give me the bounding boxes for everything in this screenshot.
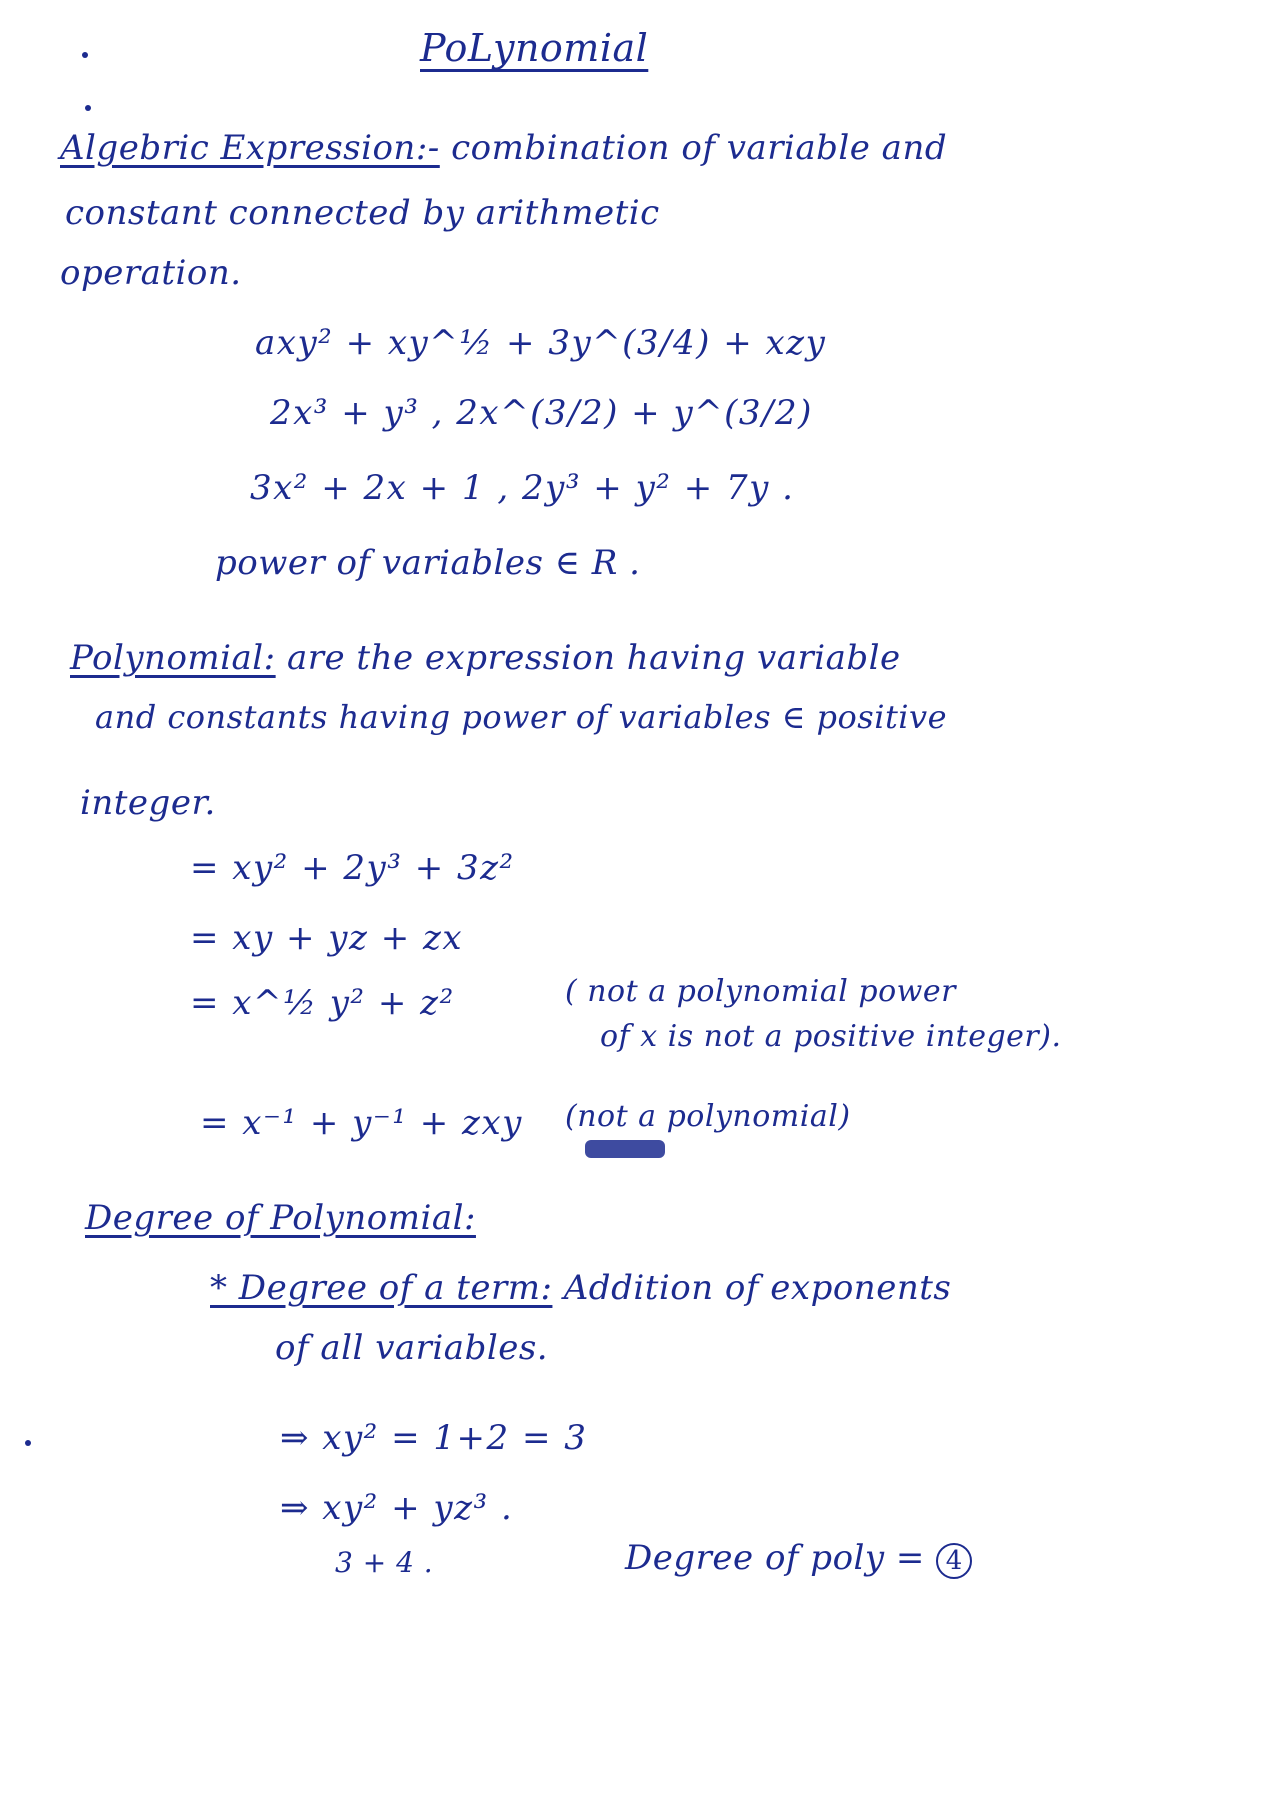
polynomial-remark-1-line-2: of x is not a positive integer). (600, 1019, 1062, 1054)
polynomial-example-2: = xy + yz + zx (190, 918, 464, 958)
algebraic-definition-line-3: operation. (60, 253, 242, 293)
polynomial-definition-line-1 (70, 640, 901, 677)
algebraic-example-2: 2x³ + y³ , 2x^(3/2) + y^(3/2) (270, 393, 813, 433)
degree-example-2: ⇒ xy² + yz³ . (280, 1488, 514, 1528)
ink-speck (82, 52, 88, 58)
polynomial-remark-2: (not a polynomial) (565, 1099, 851, 1134)
ink-speck (85, 105, 91, 111)
degree-result-value: 4 (936, 1543, 972, 1579)
degree-term-definition-2: of all variables. (275, 1328, 549, 1368)
polynomial-definition-text-1: are the expression having variable (286, 638, 901, 678)
polynomial-definition-line-2: and constants having power of variables ∈ positive (95, 698, 948, 736)
degree-result-label: Degree of poly = (625, 1538, 925, 1578)
polynomial-example-3: = x^½ y² + z² (190, 983, 455, 1023)
algebraic-expression-label: Algebric Expression:- (60, 128, 440, 168)
polynomial-example-4: = x⁻¹ + y⁻¹ + zxy (200, 1103, 523, 1143)
degree-example-1: ⇒ xy² = 1+2 = 3 (280, 1418, 588, 1458)
degree-example-2-sum: 3 + 4 . (335, 1546, 434, 1579)
degree-term-label: * Degree of a term: (210, 1268, 553, 1308)
algebraic-definition-line-2: constant connected by arithmetic (65, 193, 660, 233)
degree-term-line-1 (210, 1270, 951, 1307)
algebraic-definition-text-1: combination of variable and (451, 128, 948, 168)
algebraic-power-note: power of variables ∈ R . (215, 543, 641, 583)
ink-speck (25, 1440, 31, 1446)
degree-section-label: Degree of Polynomial: (85, 1198, 476, 1238)
polynomial-example-1: = xy² + 2y³ + 3z² (190, 848, 515, 888)
polynomial-definition-line-3: integer. (80, 783, 216, 823)
scratched-out-word (585, 1140, 665, 1158)
polynomial-remark-1-line-1: ( not a polynomial power (565, 974, 956, 1009)
degree-term-definition-1: Addition of exponents (563, 1268, 952, 1308)
algebraic-example-1: axy² + xy^½ + 3y^(3/4) + xzy (255, 323, 827, 363)
algebraic-definition-line-1 (60, 130, 947, 167)
algebraic-example-3: 3x² + 2x + 1 , 2y³ + y² + 7y . (250, 468, 795, 508)
page-title: PoLynomial (420, 26, 649, 70)
degree-result (625, 1540, 972, 1579)
polynomial-label: Polynomial: (70, 638, 276, 678)
